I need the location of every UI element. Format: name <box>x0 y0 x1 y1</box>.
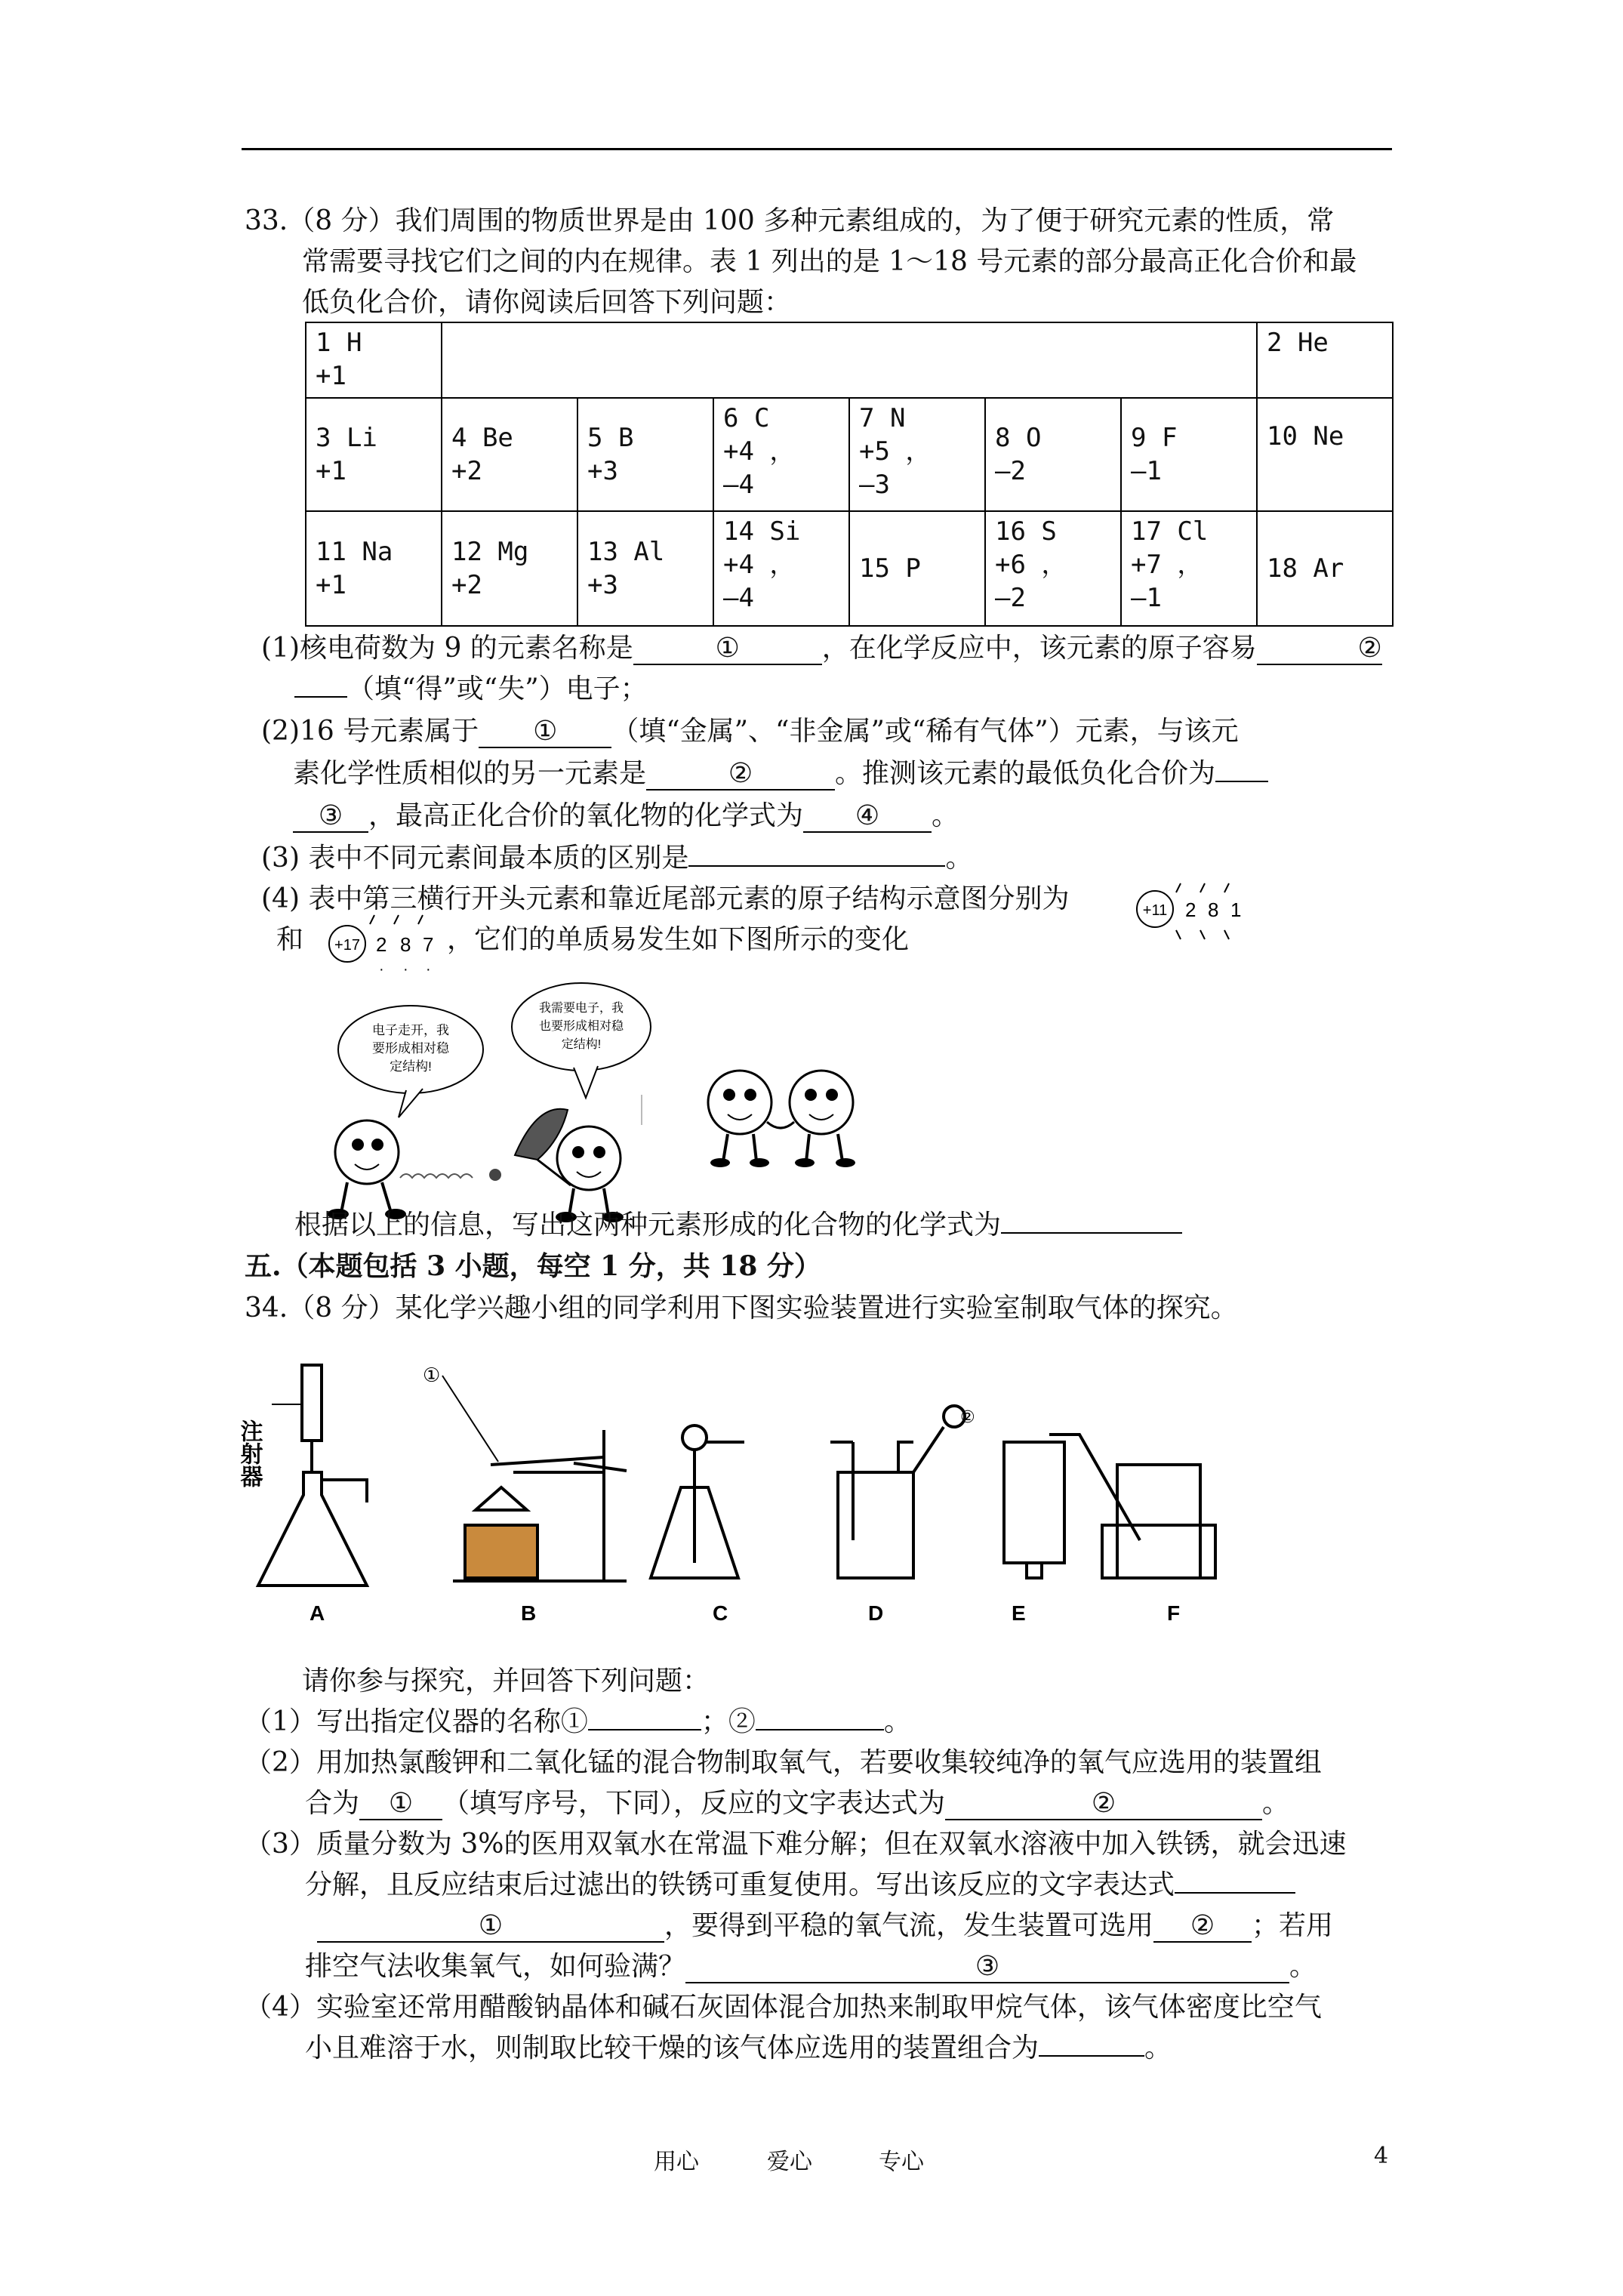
cl-shell-1: 2 <box>376 933 387 956</box>
q33-line-3: 低负化合价，请你阅读后回答下列问题： <box>302 287 792 318</box>
atom-diagram-na <box>1132 868 1253 951</box>
q33-part2-line2: 素化学性质相似的另一元素是 ② 。推测该元素的最低负化合价为 <box>293 757 1268 791</box>
answer-blank[interactable]: ① <box>479 717 611 748</box>
answer-blank[interactable] <box>1175 1892 1295 1894</box>
q33-part3: (3) 表中不同元素间最本质的区别是 。 <box>261 843 973 874</box>
marker-2: ② <box>960 1407 975 1426</box>
q33-part2-line3: ③ ，最高正化合价的氧化物的化学式为 ④ 。 <box>293 799 959 834</box>
na-shell-1: 2 <box>1185 898 1196 921</box>
na-nucleus: +11 <box>1142 902 1168 919</box>
cell-si: 14 Si +4 ， —4 <box>713 511 849 626</box>
page-number: 4 <box>1374 2143 1389 2169</box>
label-d: D <box>868 1601 884 1625</box>
cell-ne: 10 Ne <box>1257 398 1393 511</box>
answer-blank[interactable] <box>1039 2055 1144 2057</box>
na-shell-3: 1 <box>1230 898 1242 921</box>
q33-part1-line1: (1)核电荷数为 9 的元素名称是 ① ，在化学反应中，该元素的原子容易 ② <box>261 633 1382 664</box>
q33-part2-line1: (2)16 号元素属于 ① （填“金属”、“非金属”或“稀有气体”）元素，与该元 <box>261 716 1239 747</box>
cell-cl: 17 Cl +7 ， —1 <box>1121 511 1257 626</box>
label-c: C <box>713 1601 728 1625</box>
q33-part1-line2: （填“得”或“失”）电子； <box>294 672 648 707</box>
cell-al: 13 Al +3 <box>577 511 713 626</box>
q34-part2-line2: 合为 ① （填写序号，下同），反应的文字表达式为 ② 。 <box>305 1788 1290 1819</box>
cell-b: 5 B +3 <box>577 398 713 511</box>
q34-intro: 34.（8 分）某化学兴趣小组的同学利用下图实验装置进行实验室制取气体的探究。 <box>245 1293 1238 1324</box>
answer-blank[interactable]: ② <box>1257 633 1382 665</box>
q33-part4-line2: 和 ，它们的单质易发生如下图所示的变化 <box>276 924 910 955</box>
cell-li: 3 Li +1 <box>306 398 442 511</box>
q33-part5: 根据以上的信息，写出这两种元素形成的化合物的化学式为 <box>294 1208 1182 1243</box>
section-five-heading: 五.（本题包括 3 小题，每空 1 分，共 18 分） <box>245 1250 821 1282</box>
cell-n: 7 N +5 ， —3 <box>849 398 985 511</box>
answer-blank[interactable]: ② <box>1153 1911 1252 1943</box>
svg-text:·: · <box>379 961 384 978</box>
marker-1: ① <box>423 1364 441 1386</box>
answer-blank[interactable]: ① <box>359 1789 442 1820</box>
answer-blank[interactable]: ① <box>317 1911 664 1943</box>
svg-text:也要形成相对稳: 也要形成相对稳 <box>538 1020 624 1033</box>
answer-blank[interactable]: ④ <box>803 801 932 833</box>
answer-blank[interactable]: ③ <box>293 801 368 833</box>
cell-na: 11 Na +1 <box>306 511 442 626</box>
cell-h: 1 H +1 <box>306 322 442 398</box>
cell-o: 8 O —2 <box>985 398 1121 511</box>
svg-text:我需要电子，我: 我需要电子，我 <box>538 1002 624 1015</box>
q33-part4-line1: (4) 表中第三横行开头元素和靠近尾部元素的原子结构示意图分别为 <box>261 883 1070 914</box>
footer-item-2: 爱心 <box>767 2149 812 2175</box>
q34-part3-line2: 分解，且反应结束后过滤出的铁锈可重复使用。写出该反应的文字表达式 <box>305 1868 1295 1903</box>
syringe-label: 注射器 <box>236 1419 262 1487</box>
cl-shell-2: 8 <box>400 933 411 956</box>
na-shell-2: 8 <box>1208 898 1219 921</box>
answer-blank[interactable]: ① <box>633 633 822 665</box>
svg-text:·: · <box>426 961 431 978</box>
answer-blank[interactable] <box>688 865 945 867</box>
electron-transfer-cartoon <box>317 974 891 1246</box>
answer-blank[interactable]: ③ <box>685 1952 1289 1983</box>
cell-ar: 18 Ar <box>1257 511 1393 626</box>
q34-part2-line1: （2）用加热氯酸钾和二氧化锰的混合物制取氧气，若要收集较纯净的氧气应选用的装置组 <box>245 1747 1322 1778</box>
answer-blank[interactable] <box>294 696 347 698</box>
cell-he: 2 He <box>1257 322 1393 398</box>
svg-text:·: · <box>403 961 408 978</box>
q34-part4-line2: 小且难溶于水，则制取比较干燥的该气体应选用的装置组合为 。 <box>305 2032 1172 2063</box>
q34-part3-line1: （3）质量分数为 3%的医用双氧水在常温下难分解；但在双氧水溶液中加入铁锈，就会迅速 <box>245 1829 1347 1860</box>
cell-be: 4 Be +2 <box>442 398 577 511</box>
q33-line-2: 常需要寻找它们之间的内在规律。表 1 列出的是 1～18 号元素的部分最高正化合价和最 <box>302 246 1357 277</box>
label-a: A <box>310 1601 325 1625</box>
q34-part3-line3: ① ，要得到平稳的氧气流，发生装置可选用 ② ；若用 <box>317 1909 1333 1943</box>
svg-text:定结构!: 定结构! <box>561 1038 602 1051</box>
cell-s: 16 S +6 ， —2 <box>985 511 1121 626</box>
label-f: F <box>1167 1601 1181 1625</box>
header-rule <box>242 148 1392 150</box>
answer-blank[interactable] <box>1215 781 1268 782</box>
label-b: B <box>521 1601 537 1625</box>
cell-p: 15 P <box>849 511 985 626</box>
cell-f: 9 F —1 <box>1121 398 1257 511</box>
q34-ask: 请你参与探究，并回答下列问题： <box>302 1666 710 1697</box>
answer-blank[interactable] <box>588 1729 701 1730</box>
svg-text:要形成相对稳: 要形成相对稳 <box>372 1041 449 1056</box>
answer-blank[interactable] <box>1001 1232 1182 1234</box>
cell-c: 6 C +4 ， —4 <box>713 398 849 511</box>
cell-mg: 12 Mg +2 <box>442 511 577 626</box>
svg-text:电子走开，我: 电子走开，我 <box>372 1023 449 1037</box>
q34-part1: （1）写出指定仪器的名称① ；② 。 <box>245 1706 911 1737</box>
cl-nucleus: +17 <box>334 937 360 954</box>
cell-empty <box>442 322 1257 398</box>
cl-shell-3: 7 <box>423 933 434 956</box>
footer-item-1: 用心 <box>654 2149 699 2175</box>
answer-blank[interactable]: ② <box>945 1789 1262 1820</box>
q34-part4-line1: （4）实验室还常用醋酸钠晶体和碱石灰固体混合加热来制取甲烷气体，该气体密度比空气 <box>245 1992 1322 2023</box>
q33-line-1: 33.（8 分）我们周围的物质世界是由 100 多种元素组成的，为了便于研究元素的性质，常 <box>245 205 1335 236</box>
footer-item-3: 专心 <box>879 2149 924 2175</box>
label-e: E <box>1012 1601 1026 1625</box>
answer-blank[interactable]: ② <box>646 759 835 791</box>
q34-part3-line4: 排空气法收集氧气，如何验满？ ③ 。 <box>305 1951 1317 1982</box>
svg-text:定结构!: 定结构! <box>390 1059 432 1074</box>
element-table <box>305 322 1394 627</box>
answer-blank[interactable] <box>756 1729 884 1730</box>
lab-apparatus-figure <box>236 1359 1283 1631</box>
